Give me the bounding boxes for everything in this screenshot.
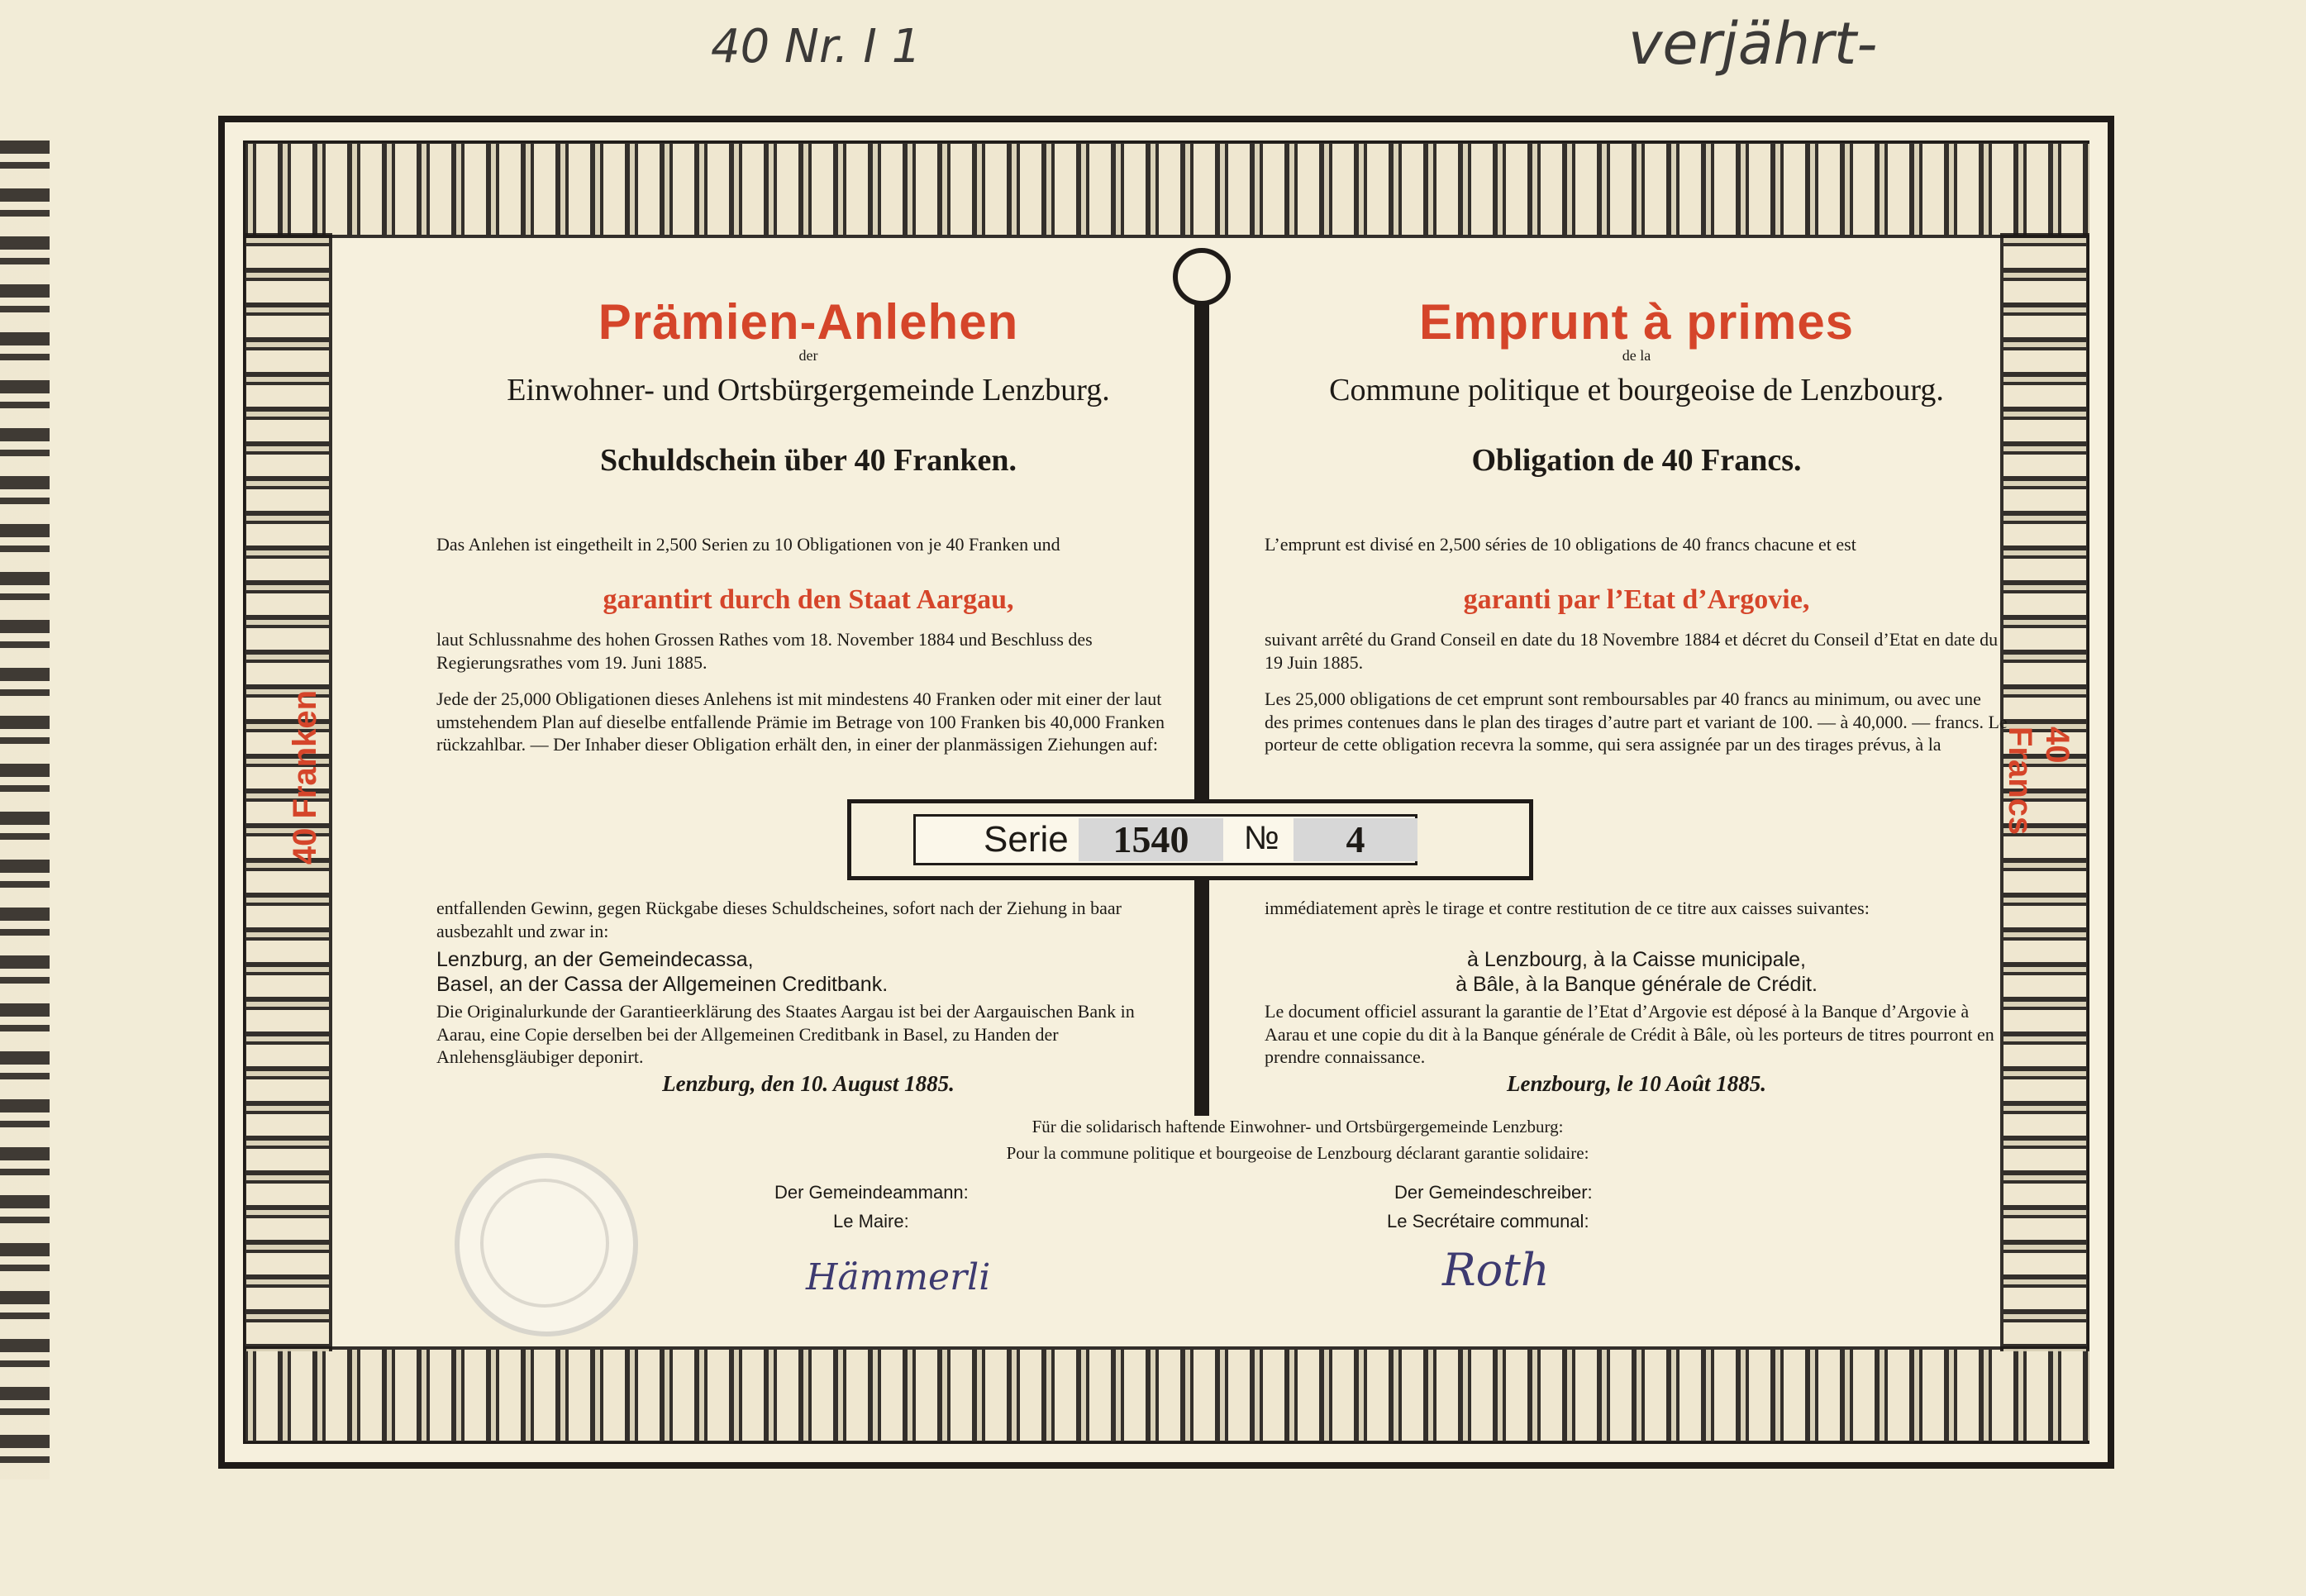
left-paragraph-3: Jede der 25,000 Obligationen dieses Anlehens ist mit mindestens 40 Franken oder mit einer der laut umstehendem Plan auf dieselbe entfallende Prämie im Betrage von 100 Franken bis 40,000 Franken rückzahlbar. — Der Inhaber dieser Obligation erhält den, in einer der planmässigen Ziehungen auf: [436,688,1165,755]
pencil-note-top-left: 40 Nr. I 1 [711,20,922,74]
right-paragraph-4: immédiatement après le tirage et contre restitution de ce titre aux caisses suivantes: [1265,898,1870,918]
serie-number: 1540 [1079,818,1223,861]
secretary-signature: Roth [1442,1244,1550,1296]
secretary-label-fr: Le Secrétaire communal: [1387,1211,1589,1232]
right-paragraph-1: L’emprunt est divisé en 2,500 séries de 10 obligations de 40 francs chacune et est [1265,534,1856,555]
left-paragraph-1: Das Anlehen ist eingetheilt in 2,500 Serien zu 10 Obligationen von je 40 Franken und [436,534,1060,555]
left-bond: Schuldschein über 40 Franken. [600,443,1017,478]
right-date: Lenzbourg, le 10 Août 1885. [1506,1071,1767,1096]
obligation-number: 4 [1294,818,1417,861]
right-commune: Commune politique et bourgeoise de Lenzbourg. [1329,373,1944,407]
left-guarantee: garantirt durch den Staat Aargau, [603,584,1014,615]
left-date: Lenzburg, den 10. August 1885. [662,1071,955,1096]
footer-french: Pour la commune politique et bourgeoise de Lenzbourg déclarant garantie solidaire: [1006,1143,1589,1163]
right-bond: Obligation de 40 Francs. [1471,443,1802,478]
mayor-label-de: Der Gemeindeammann: [774,1182,969,1203]
right-title: Emprunt à primes [1418,294,1855,350]
right-paragraph-2: suivant arrêté du Grand Conseil en date du 18 Novembre 1884 et décret du Conseil d’Etat en date du 19 Juin 1885. [1265,629,1999,673]
footer-german: Für die solidarisch haftende Einwohner- und Ortsbürgergemeinde Lenzburg: [1032,1117,1564,1136]
right-paragraph-3: Les 25,000 obligations de cet emprunt sont remboursables par 40 francs au minimum, ou avec une des primes contenues dans le plan des tirages d’autre part et variant de 100. — à 40,000. — francs. Le porteur de cette obligation recevra la somme, qui sera assignée par un des tirages prévus, à la [1265,688,2008,755]
right-place-2: à Bâle, à la Banque générale de Crédit. [1456,973,1818,996]
left-paragraph-5: Die Originalurkunde der Garantieerklärung des Staates Aargau ist bei der Aargauischen Bank in Aarau, eine Copie derselben bei der Allgemeinen Creditbank in Basel, zu Handen der Anlehensgläubiger deponirt. [436,1001,1135,1067]
left-commune: Einwohner- und Ortsbürgergemeinde Lenzburg. [507,373,1110,407]
left-paragraph-4: entfallenden Gewinn, gegen Rückgabe dieses Schuldscheines, sofort nach der Ziehung in baar ausbezahlt und zwar in: [436,898,1122,941]
side-label-left: 40 Franken [287,689,324,865]
secretary-label-de: Der Gemeindeschreiber: [1394,1182,1593,1203]
right-paragraph-5: Le document officiel assurant la garantie de l’Etat d’Argovie est déposé à la Banque d’Argovie à Aarau et une copie du dit à la Banque générale de Crédit à Bâle, où les porteurs de titres pourront en prendre connaissance. [1265,1001,1994,1067]
left-title: Prämien-Anlehen [598,294,1019,350]
mayor-signature: Hämmerli [806,1256,991,1298]
left-place-1: Lenzburg, an der Gemeindecassa, [436,948,754,971]
left-place-2: Basel, an der Cassa der Allgemeinen Creditbank. [436,973,889,996]
right-place-1: à Lenzbourg, à la Caisse municipale, [1467,948,1806,971]
pencil-note-top-right: verjährt- [1628,10,1878,78]
mayor-label-fr: Le Maire: [833,1211,909,1232]
right-of: de la [1622,347,1651,364]
embossed-seal [455,1153,638,1336]
left-ornamental-edge [0,141,50,1479]
number-label: № [1244,820,1279,856]
serie-label: Serie [984,819,1069,860]
left-paragraph-2: laut Schlussnahme des hohen Grossen Rathes vom 18. November 1884 und Beschluss des Regierungsrathes vom 19. Juni 1885. [436,629,1093,673]
left-of: der [798,347,818,364]
right-guarantee: garanti par l’Etat d’Argovie, [1463,584,1810,615]
side-label-right: 40 Francs [2002,727,2075,836]
